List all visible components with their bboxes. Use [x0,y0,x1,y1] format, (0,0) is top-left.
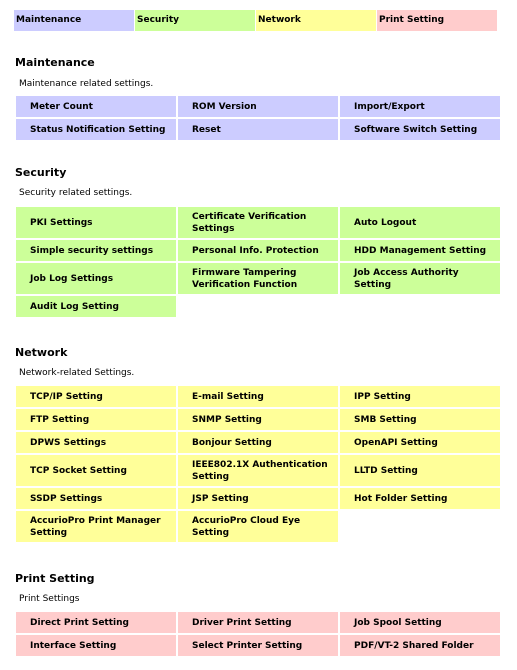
ieee8021x-authentication-setting-link[interactable]: IEEE802.1X Authentication Setting [177,454,339,487]
network-description: Network-related Settings. [19,368,135,378]
empty-cell [177,295,339,318]
ftp-setting-link[interactable]: FTP Setting [15,408,177,431]
certificate-verification-settings-link[interactable]: Certificate Verification Settings [177,206,339,239]
network-grid [15,385,501,543]
job-spool-setting-link[interactable]: Job Spool Setting [339,611,501,634]
pki-settings-link[interactable]: PKI Settings [15,206,177,239]
network-heading: Network [15,346,68,359]
tab-security[interactable]: Security [135,10,256,31]
audit-log-setting-link[interactable]: Audit Log Setting [15,295,177,318]
tab-maintenance[interactable]: Maintenance [14,10,135,31]
email-setting-link[interactable]: E-mail Setting [177,385,339,408]
tcp-socket-setting-link[interactable]: TCP Socket Setting [15,454,177,487]
print-setting-heading: Print Setting [15,572,95,585]
software-switch-setting-link[interactable]: Software Switch Setting [339,118,501,141]
driver-print-setting-link[interactable]: Driver Print Setting [177,611,339,634]
hot-folder-setting-link[interactable]: Hot Folder Setting [339,487,501,510]
pdf-vt2-shared-folder-link[interactable]: PDF/VT-2 Shared Folder [339,634,501,657]
security-grid [15,206,501,318]
print-setting-description: Print Settings [19,594,80,604]
empty-cell [339,295,501,318]
simple-security-settings-link[interactable]: Simple security settings [15,239,177,262]
accuriopro-print-manager-setting-link[interactable]: AccurioPro Print Manager Setting [15,510,177,543]
ssdp-settings-link[interactable]: SSDP Settings [15,487,177,510]
dpws-settings-link[interactable]: DPWS Settings [15,431,177,454]
openapi-setting-link[interactable]: OpenAPI Setting [339,431,501,454]
auto-logout-link[interactable]: Auto Logout [339,206,501,239]
accuriopro-cloud-eye-setting-link[interactable]: AccurioPro Cloud Eye Setting [177,510,339,543]
bonjour-setting-link[interactable]: Bonjour Setting [177,431,339,454]
smb-setting-link[interactable]: SMB Setting [339,408,501,431]
job-access-authority-setting-link[interactable]: Job Access Authority Setting [339,262,501,295]
tab-print-setting[interactable]: Print Setting [377,10,498,31]
direct-print-setting-link[interactable]: Direct Print Setting [15,611,177,634]
empty-cell [339,510,501,543]
select-printer-setting-link[interactable]: Select Printer Setting [177,634,339,657]
category-tabs [14,10,498,31]
personal-info-protection-link[interactable]: Personal Info. Protection [177,239,339,262]
status-notification-setting-link[interactable]: Status Notification Setting [15,118,177,141]
interface-setting-link[interactable]: Interface Setting [15,634,177,657]
maintenance-grid [15,95,501,141]
firmware-tampering-verification-link[interactable]: Firmware Tampering Verification Function [177,262,339,295]
snmp-setting-link[interactable]: SNMP Setting [177,408,339,431]
meter-count-link[interactable]: Meter Count [15,95,177,118]
tab-network[interactable]: Network [256,10,377,31]
job-log-settings-link[interactable]: Job Log Settings [15,262,177,295]
print-setting-grid [15,611,501,657]
lltd-setting-link[interactable]: LLTD Setting [339,454,501,487]
rom-version-link[interactable]: ROM Version [177,95,339,118]
reset-link[interactable]: Reset [177,118,339,141]
tcp-ip-setting-link[interactable]: TCP/IP Setting [15,385,177,408]
maintenance-heading: Maintenance [15,56,95,69]
jsp-setting-link[interactable]: JSP Setting [177,487,339,510]
security-heading: Security [15,166,67,179]
ipp-setting-link[interactable]: IPP Setting [339,385,501,408]
security-description: Security related settings. [19,188,133,198]
hdd-management-setting-link[interactable]: HDD Management Setting [339,239,501,262]
import-export-link[interactable]: Import/Export [339,95,501,118]
maintenance-description: Maintenance related settings. [19,79,154,89]
